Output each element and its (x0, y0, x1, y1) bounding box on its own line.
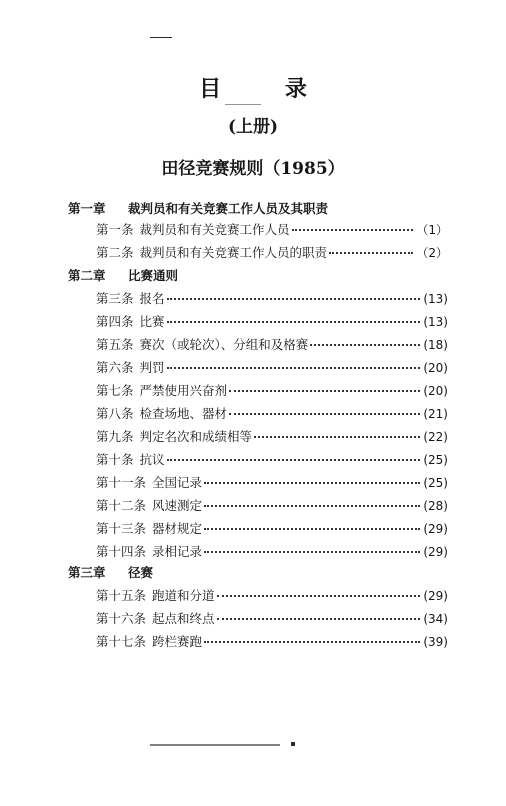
page-number: (22) (423, 430, 448, 444)
dot-leader (292, 229, 414, 231)
toc-entry[interactable] (96, 220, 448, 238)
article-title: 起点和终点 (152, 611, 215, 626)
toc-entry[interactable] (96, 312, 448, 330)
chapter-title: 裁判员和有关竞赛工作人员及其职责 (128, 201, 329, 216)
toc-entry[interactable] (96, 358, 448, 376)
dot-leader (229, 390, 420, 392)
page-number: (29) (423, 545, 448, 559)
page-number: (20) (423, 361, 448, 375)
dot-leader (167, 298, 421, 300)
chapter-number: 第三章 (68, 565, 106, 580)
article-title: 裁判员和有关竞赛工作人员的职责 (139, 245, 328, 260)
toc-entry[interactable] (96, 496, 448, 514)
article-number: 第五条 (96, 337, 134, 352)
page-number: （2） (416, 246, 448, 260)
dot-leader (204, 641, 420, 643)
page-number: (25) (423, 476, 448, 490)
article-title: 严禁使用兴奋剂 (139, 383, 228, 398)
toc-entry[interactable] (96, 609, 448, 627)
scan-smudge (150, 744, 280, 746)
page-number: (34) (423, 612, 448, 626)
chapter-heading (68, 266, 178, 284)
article-title: 检查场地、器材 (139, 406, 228, 421)
toc-entry[interactable] (96, 632, 448, 650)
article-title: 抗议 (139, 452, 165, 467)
dot-leader (310, 344, 420, 346)
dot-leader (167, 367, 421, 369)
dot-leader (167, 459, 421, 461)
toc-entry[interactable] (96, 243, 448, 261)
article-title: 器材规定 (152, 521, 203, 536)
article-number: 第十三条 (96, 521, 147, 536)
article-number: 第十六条 (96, 611, 147, 626)
article-number: 第二条 (96, 245, 134, 260)
page-number: (29) (423, 522, 448, 536)
article-number: 第七条 (96, 383, 134, 398)
toc-entry[interactable] (96, 335, 448, 353)
section-heading: 田径竞赛规则（1985） (161, 159, 345, 179)
toc-entry[interactable] (96, 519, 448, 537)
article-title: 裁判员和有关竞赛工作人员 (139, 222, 290, 237)
page-number: (13) (423, 292, 448, 306)
toc-entry[interactable] (96, 381, 448, 399)
article-number: 第一条 (96, 222, 134, 237)
article-number: 第十一条 (96, 475, 147, 490)
page-number: (13) (423, 315, 448, 329)
article-number: 第四条 (96, 314, 134, 329)
dot-leader (329, 252, 413, 254)
toc-entry[interactable] (96, 473, 448, 491)
page-number: (28) (423, 499, 448, 513)
article-title: 录相记录 (152, 544, 203, 559)
chapter-number: 第一章 (68, 201, 106, 216)
dot-leader (254, 436, 420, 438)
volume-subtitle: (上册) (227, 117, 279, 137)
article-title: 全国记录 (152, 475, 203, 490)
scan-smudge (291, 742, 295, 746)
article-number: 第六条 (96, 360, 134, 375)
article-title: 风速测定 (152, 498, 203, 513)
dot-leader (167, 321, 421, 323)
chapter-title: 径赛 (128, 565, 154, 580)
scan-smudge (225, 104, 261, 105)
article-title: 报名 (139, 291, 165, 306)
toc-entry[interactable] (96, 404, 448, 422)
article-number: 第十七条 (96, 634, 147, 649)
page-number: (21) (423, 407, 448, 421)
article-title: 跨栏赛跑 (152, 634, 203, 649)
article-number: 第三条 (96, 291, 134, 306)
dot-leader (204, 482, 420, 484)
page-number: （1） (416, 223, 448, 237)
article-number: 第十四条 (96, 544, 147, 559)
toc-entry[interactable] (96, 450, 448, 468)
scan-smudge (150, 37, 172, 38)
dot-leader (204, 528, 420, 530)
article-title: 判罚 (139, 360, 165, 375)
article-number: 第九条 (96, 429, 134, 444)
page-title: 目 录 (199, 76, 335, 102)
article-title: 判定名次和成绩相等 (139, 429, 253, 444)
dot-leader (217, 595, 421, 597)
article-title: 比赛 (139, 314, 165, 329)
toc-entry[interactable] (96, 427, 448, 445)
toc-entry[interactable] (96, 586, 448, 604)
article-title: 跑道和分道 (152, 588, 215, 603)
chapter-heading (68, 199, 328, 217)
dot-leader (204, 505, 420, 507)
page-number: (29) (423, 589, 448, 603)
dot-leader (229, 413, 420, 415)
article-number: 第十条 (96, 452, 134, 467)
chapter-title: 比赛通则 (128, 268, 179, 283)
dot-leader (204, 551, 420, 553)
chapter-heading (68, 563, 153, 581)
toc-entry[interactable] (96, 542, 448, 560)
article-title: 赛次（或轮次）、分组和及格赛 (139, 337, 309, 352)
article-number: 第八条 (96, 406, 134, 421)
page-number: (18) (423, 338, 448, 352)
page-number: (25) (423, 453, 448, 467)
page-number: (20) (423, 384, 448, 398)
page-number: (39) (423, 635, 448, 649)
article-number: 第十五条 (96, 588, 147, 603)
article-number: 第十二条 (96, 498, 147, 513)
dot-leader (217, 618, 421, 620)
toc-entry[interactable] (96, 289, 448, 307)
chapter-number: 第二章 (68, 268, 106, 283)
